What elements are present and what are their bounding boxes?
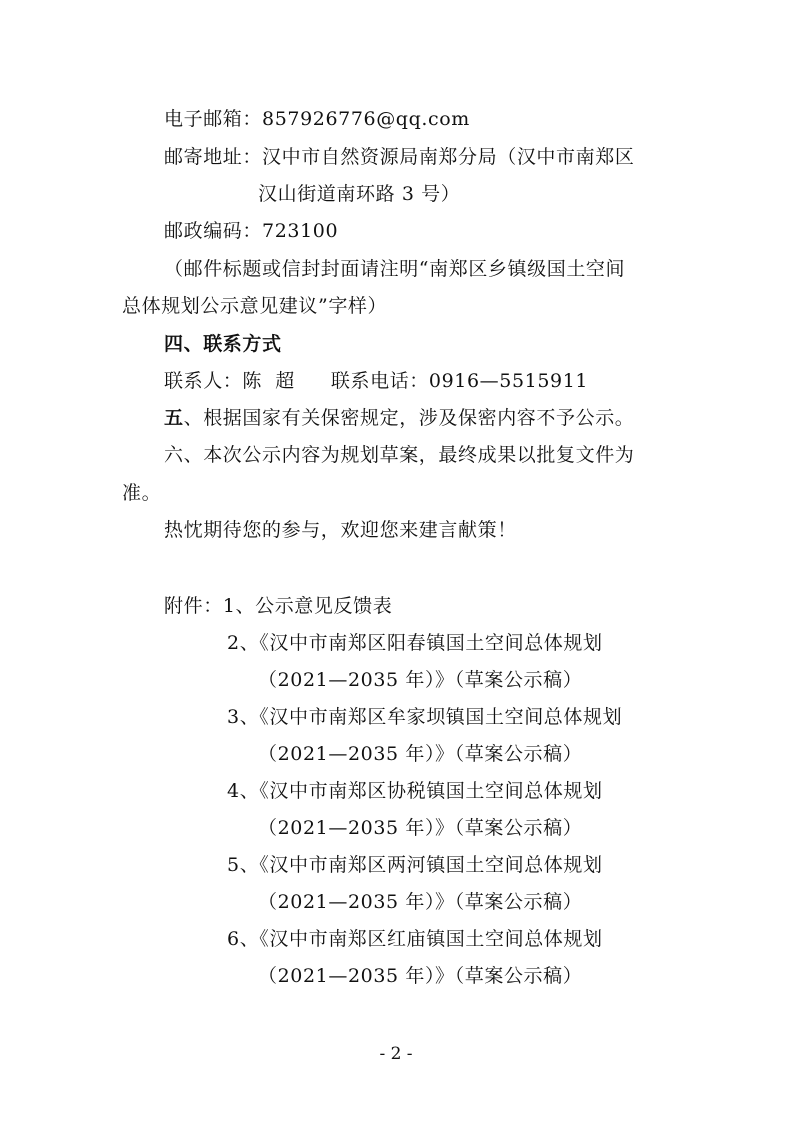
note-line1: （邮件标题或信封封面请注明“南郑区乡镇级国土空间 — [164, 258, 626, 280]
attachment-item-6-line2: （2021—2035 年）》（草案公示稿） — [258, 965, 583, 987]
email-value: 857926776@qq.com — [262, 108, 470, 130]
contact-person-name: 陈 超 — [242, 370, 295, 392]
attachment-item-2-line1: 2、《汉中市南郑区阳春镇国土空间总体规划 — [227, 632, 603, 654]
page-number: - 2 - — [379, 1044, 413, 1064]
contact-phone-value: 0916—5515911 — [428, 370, 589, 392]
attachment-item-4-line1: 4、《汉中市南郑区协税镇国土空间总体规划 — [227, 780, 603, 802]
postcode-line — [164, 218, 338, 244]
section5-line — [164, 405, 634, 431]
address-label: 邮寄地址： — [164, 146, 263, 168]
section6-line1: 六、本次公示内容为规划草案，最终成果以批复文件为 — [164, 444, 635, 466]
contact-phone-label: 联系电话： — [330, 370, 429, 392]
attachment-item-4-line2: （2021—2035 年）》（草案公示稿） — [258, 817, 583, 839]
attachment-line-1 — [164, 593, 392, 619]
section5-number: 五 — [164, 407, 184, 429]
section5-text: 、根据国家有关保密规定，涉及保密内容不予公示。 — [183, 407, 635, 429]
postcode-label: 邮政编码： — [164, 220, 263, 242]
attachment-item-3-line1: 3、《汉中市南郑区牟家坝镇国土空间总体规划 — [227, 706, 623, 728]
contact-person-label: 联系人： — [164, 370, 243, 392]
address-line — [164, 144, 634, 170]
attachments-label: 附件： — [164, 595, 223, 617]
contact-person-line — [164, 368, 588, 394]
attachment-item-3-line2: （2021—2035 年）》（草案公示稿） — [258, 743, 583, 765]
email-line — [164, 106, 470, 132]
address-value-line1: 汉中市自然资源局南郑分局（汉中市南郑区 — [262, 146, 635, 168]
note-line2: 总体规划公示意见建议”字样） — [122, 295, 388, 317]
closing-sentence: 热忱期待您的参与，欢迎您来建言献策！ — [164, 519, 517, 541]
attachment-item-5-line1: 5、《汉中市南郑区两河镇国土空间总体规划 — [227, 854, 603, 876]
attachment-item-5-line2: （2021—2035 年）》（草案公示稿） — [258, 891, 583, 913]
attachment-item-2-line2: （2021—2035 年）》（草案公示稿） — [258, 669, 583, 691]
email-label: 电子邮箱： — [164, 108, 263, 130]
attachment-item-1: 1、公示意见反馈表 — [222, 595, 393, 617]
postcode-value: 723100 — [262, 220, 339, 242]
section-heading-contact: 四、联系方式 — [164, 333, 282, 355]
address-value-line2: 汉山街道南环路 3 号） — [258, 183, 461, 205]
attachment-item-6-line1: 6、《汉中市南郑区红庙镇国土空间总体规划 — [227, 928, 603, 950]
section6-line2: 准。 — [122, 482, 162, 504]
